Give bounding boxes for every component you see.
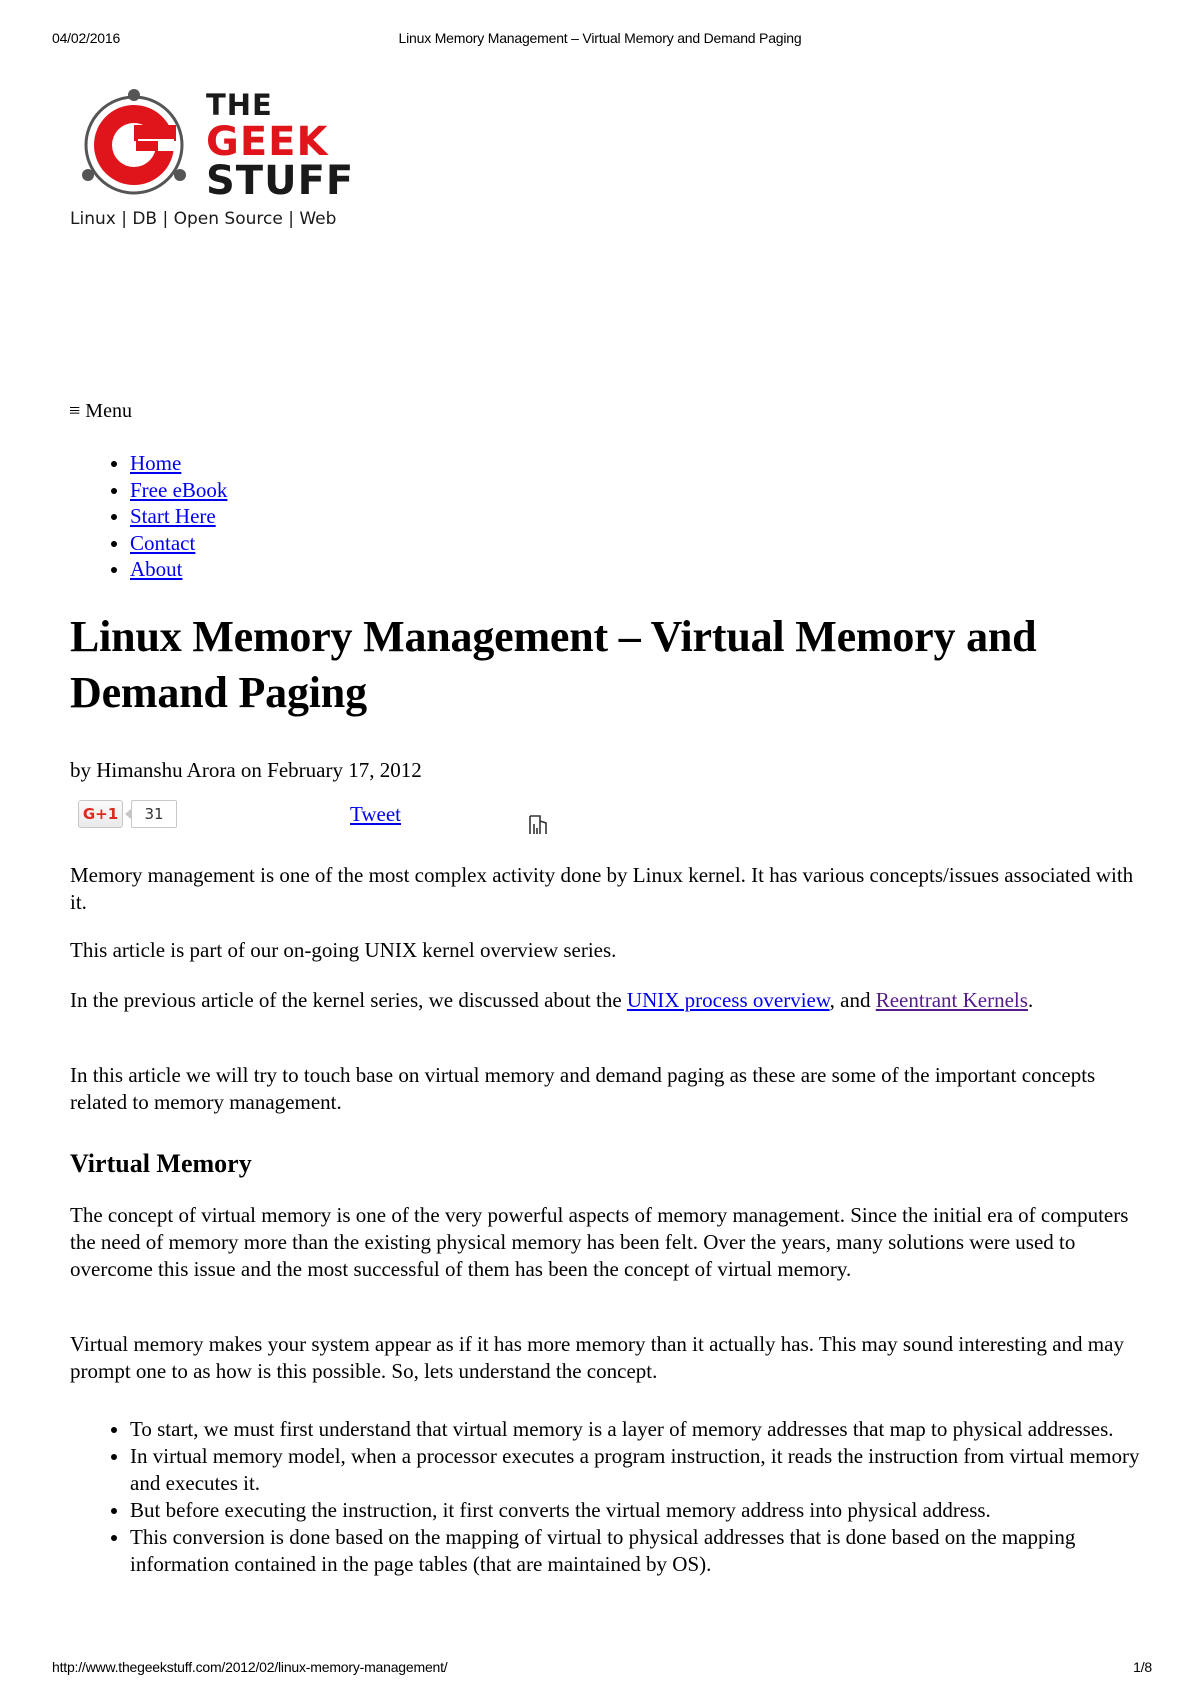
nav-link-start-here[interactable]: Start Here: [130, 504, 216, 528]
tweet-link[interactable]: Tweet: [350, 802, 402, 826]
section-heading-virtual-memory: Virtual Memory: [70, 1149, 252, 1178]
intro-paragraph: Memory management is one of the most complex activity done by Linux kernel. It has various concepts/issues associated with it.: [70, 863, 1134, 914]
previous-text-after: .: [1027, 988, 1034, 1012]
gplus-widget: [78, 799, 177, 829]
nav-link-contact[interactable]: Contact: [130, 530, 196, 555]
print-title: Linux Memory Management – Virtual Memory and Demand Paging: [398, 30, 802, 46]
virtual-memory-bullets: [70, 1416, 1150, 1578]
logo-word-the: THE: [206, 88, 273, 122]
menu-toggle-button[interactable]: ≡ Menu: [69, 400, 132, 422]
nav-item-free-ebook: [130, 477, 227, 504]
previous-text-before: In the previous article of the kernel series, we discussed about the: [70, 988, 627, 1012]
list-item: • But before executing the instruction, it first converts the virtual memory address into physical address.: [130, 1497, 1150, 1524]
previous-articles-paragraph: [70, 987, 1150, 1014]
site-logo[interactable]: [70, 85, 380, 235]
print-page-number: 1/8: [1133, 1659, 1152, 1675]
main-nav: [70, 450, 227, 583]
print-date: 04/02/2016: [52, 30, 121, 46]
nav-item-home: [130, 450, 227, 477]
nav-link-free-ebook[interactable]: Free eBook: [130, 477, 228, 502]
virtual-memory-paragraph-1: The concept of virtual memory is one of the very powerful aspects of memory management. Since the initial era of computers the need of memory more than the existing physical memory has been felt. Over the years, many solutions were used to overcome this issue and the most successful of them has been the concept of virtual memory.: [70, 1203, 1129, 1281]
nav-item-start-here: [130, 503, 227, 530]
gplus-count: 31: [131, 800, 177, 828]
geek-logo-icon: [78, 87, 190, 199]
list-item: • In virtual memory model, when a processor executes a program instruction, it reads the instruction from virtual memory and executes it.: [130, 1443, 1150, 1497]
list-item: • To start, we must first understand that virtual memory is a layer of memory addresses that map to physical addresses.: [130, 1416, 1150, 1443]
virtual-memory-paragraph-2: Virtual memory makes your system appear as if it has more memory than it actually has. This may sound interesting and may prompt one to as how is this possible. So, lets understand the concept.: [70, 1332, 1124, 1383]
gplus-button[interactable]: G+1: [78, 800, 123, 828]
nav-link-home[interactable]: Home: [130, 451, 182, 475]
reentrant-kernels-link[interactable]: Reentrant Kernels: [875, 988, 1028, 1012]
series-paragraph: This article is part of our on-going UNIX kernel overview series.: [70, 938, 617, 962]
nav-item-contact: [130, 530, 227, 557]
print-url: http://www.thegeekstuff.com/2012/02/linux-memory-management/: [52, 1659, 448, 1675]
scope-paragraph: In this article we will try to touch base on virtual memory and demand paging as these are some of the important concepts related to memory management.: [70, 1063, 1096, 1114]
article-title: Linux Memory Management – Virtual Memory and Demand Paging: [70, 612, 1037, 717]
nav-item-about: [130, 556, 227, 583]
logo-word-geek: GEEK: [206, 119, 329, 165]
article-byline: by Himanshu Arora on February 17, 2012: [70, 758, 422, 782]
share-icon[interactable]: [528, 812, 550, 836]
logo-tagline: Linux | DB | Open Source | Web: [70, 209, 337, 229]
unix-process-overview-link[interactable]: UNIX process overview: [626, 988, 830, 1012]
list-item: • This conversion is done based on the mapping of virtual to physical addresses that is done based on the mapping information contained in the page tables (that are maintained by OS).: [130, 1524, 1150, 1578]
nav-link-about[interactable]: About: [130, 557, 183, 581]
previous-text-middle: , and: [829, 988, 876, 1012]
logo-word-stuff: STUFF: [206, 158, 355, 204]
